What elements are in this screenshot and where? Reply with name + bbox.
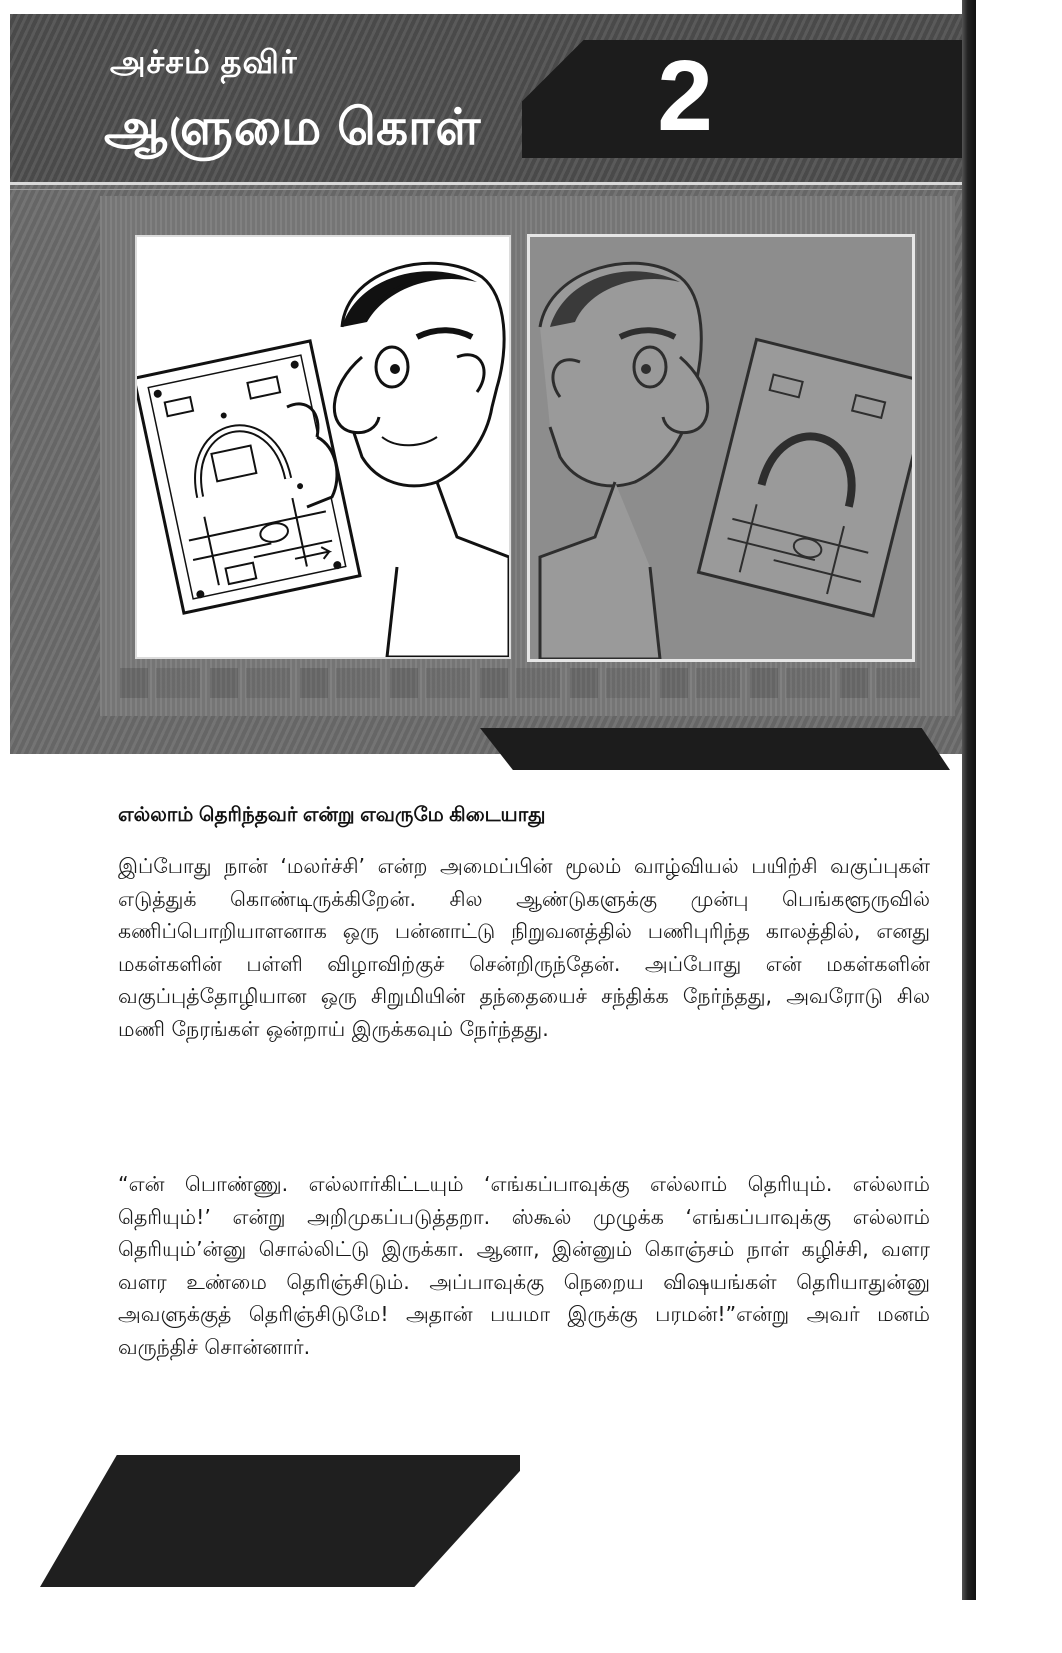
man-with-maze-chart-grey-icon — [530, 237, 912, 659]
chapter-kicker: அச்சம் தவிர் — [110, 44, 298, 80]
chapter-number-tab — [522, 40, 962, 158]
man-with-maze-chart-icon — [137, 237, 509, 657]
decorative-black-bar — [480, 728, 950, 770]
faded-caption-strip — [120, 668, 930, 698]
illustration-left — [135, 235, 511, 659]
body-paragraph-1: இப்போது நான் ‘மலர்ச்சி’ என்ற அமைப்பின் மூலம் வாழ்வியல் பயிற்சி வகுப்புகள் எடுத்துக் கொண்டிருக்கிறேன். சில ஆண்டுகளுக்கு முன்பு பெங்களூருவில் கணிப்பொறியாளனாக ஒரு பன்னாட்டு நிறுவனத்தில் பணிபுரிந்த காலத்தில், எனது மகள்களின் பள்ளி விழாவிற்குச் சென்றிருந்தேன். அப்போது என் மகள்களின் வகுப்புத்தோழியான ஒரு சிறுமியின் தந்தையைச் சந்திக்க நேர்ந்தது, அவரோடு சில மணி நேரங்கள் ஒன்றாய் இருக்கவும் நேர்ந்தது. — [118, 854, 930, 1041]
divider-line — [10, 182, 965, 185]
decorative-black-bar-bottom — [40, 1455, 520, 1587]
page-binding-edge — [962, 0, 976, 1600]
divider-line-thin — [10, 189, 965, 190]
chapter-number: 2 — [657, 40, 713, 152]
section-heading: எல்லாம் தெரிந்தவர் என்று எவருமே கிடையாது — [118, 804, 546, 826]
body-paragraph-2: “என் பொண்ணு. எல்லார்கிட்டயும் ‘எங்கப்பாவுக்கு எல்லாம் தெரியும். எல்லாம் தெரியும்!’ என்று அறிமுகப்படுத்தறா. ஸ்கூல் முழுக்க ‘எங்கப்பாவுக்கு எல்லாம் தெரியும்’ன்னு சொல்லிட்டு இருக்கா. ஆனா, இன்னும் கொஞ்சம் நாள் கழிச்சி, வளர வளர உண்மை தெரிஞ்சிடும். அப்பாவுக்கு நெறைய விஷயங்கள் தெரியாதுன்னு அவளுக்குத் தெரிஞ்சிடுமே! அதான் பயமா இருக்கு பரமன்!”என்று அவர் மனம் வருந்திச் சொன்னார். — [118, 1172, 930, 1359]
illustration-right — [527, 234, 915, 662]
chapter-title: ஆளுமை கொள் — [104, 99, 482, 155]
